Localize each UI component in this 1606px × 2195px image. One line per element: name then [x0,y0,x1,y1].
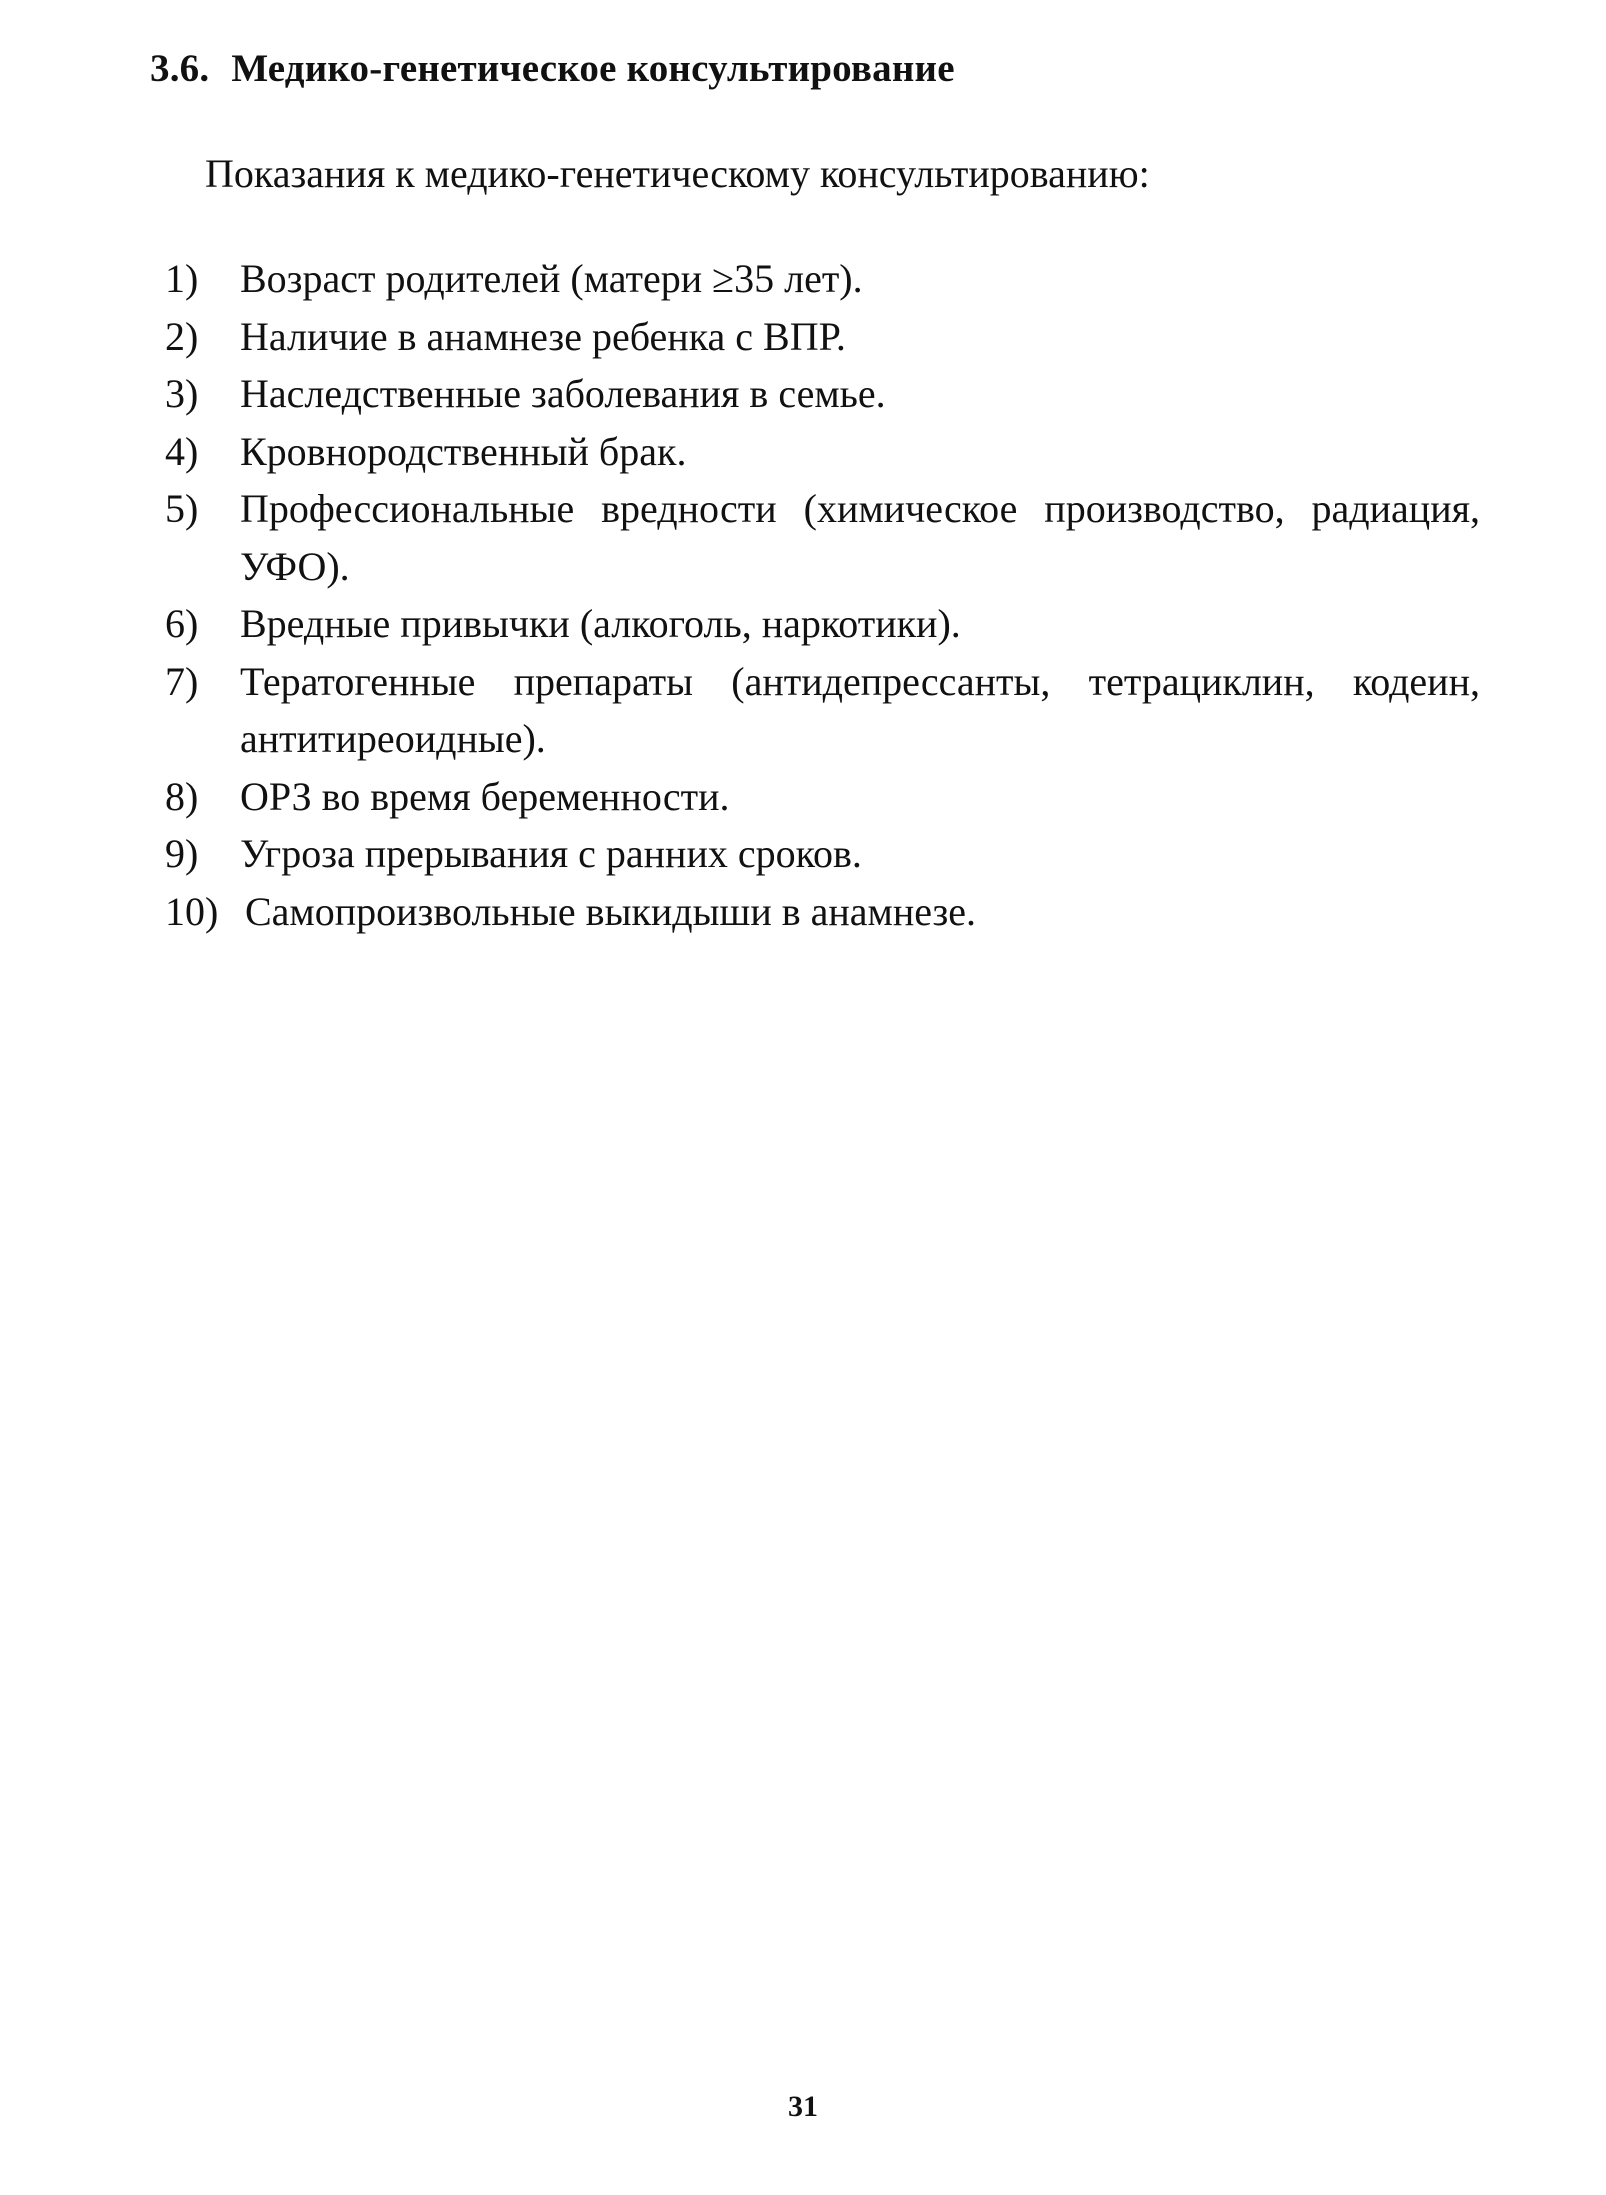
list-item [165,250,1480,308]
list-item [165,768,1480,826]
list-item [165,883,1480,941]
list-item-text: Тератогенные препараты (антидепрессанты, тетрациклин, кодеин, антитиреоидные). [240,658,1480,761]
list-item-number: 4) [165,428,199,474]
list-item-text: Наследственные заболевания в семье. [240,371,886,416]
list-item-number: 5) [165,486,199,531]
list-item-text: Угроза прерывания с ранних сроков. [240,831,862,876]
list-item-text: Наличие в анамнезе ребенка с ВПР. [240,313,846,359]
list-item-text: Возраст родителей (матери ≥35 лет). [240,256,863,301]
list-item-number: 2) [165,313,199,359]
list-item [165,825,1480,883]
list-item-number: 7) [165,658,199,704]
indications-list [165,250,1480,940]
list-item [165,653,1480,768]
list-item [165,595,1480,653]
section-title: Медико-генетическое консультирование [231,47,955,90]
list-item-number: 8) [165,773,199,819]
list-item [165,480,1480,595]
list-item [165,308,1480,366]
list-item [165,365,1480,423]
list-item-text: Самопроизвольные выкидыши в анамнезе. [245,888,977,934]
list-item-text: Кровнородственный брак. [240,428,687,474]
section-number: 3.6. [150,47,210,90]
list-item-number: 9) [165,831,199,876]
intro-text: Показания к медико-генетическому консультированию: [205,151,1150,196]
list-item-text: Вредные привычки (алкоголь, наркотики). [240,601,961,646]
list-item-number: 1) [165,256,199,301]
section-heading [150,46,955,91]
list-item [165,423,1480,481]
list-item-text: Профессиональные вредности (химическое производство, радиация, УФО). [240,486,1480,589]
list-item-number: 3) [165,371,199,416]
list-item-text: ОРЗ во время беременности. [240,773,730,819]
list-item-number: 6) [165,601,199,646]
page-number: 31 [788,2090,818,2123]
list-item-number: 10) [165,888,219,934]
